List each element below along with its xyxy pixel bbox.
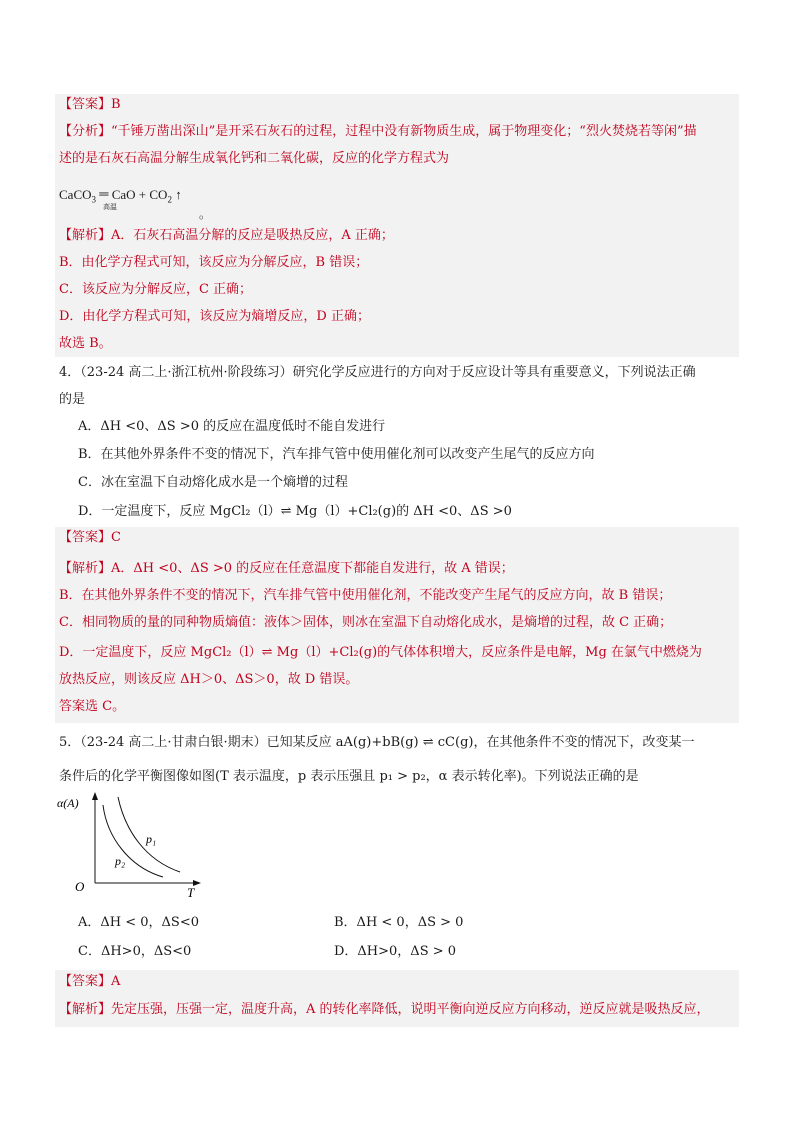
q4-option-a: A．ΔH <0、ΔS >0 的反应在温度低时不能自发进行 bbox=[78, 419, 386, 434]
exp-text: 先定压强，压强一定，温度升高，A 的转化率降低，说明平衡向逆反应方向移动，逆反应就是吸热反应， bbox=[111, 1002, 710, 1017]
exp-text: A．ΔH <0、ΔS >0 的反应在任意温度下都能自发进行，故 A 错误； bbox=[111, 561, 514, 576]
graph-origin-label: O bbox=[75, 879, 85, 894]
q5-option-b: B．ΔH < 0，ΔS > 0 bbox=[334, 915, 464, 930]
q5-exp-line-1 bbox=[59, 1001, 710, 1019]
q3-equation bbox=[59, 186, 212, 221]
eq-condition: 高温 bbox=[103, 203, 117, 211]
q3-exp-end: 故选 B。 bbox=[59, 336, 112, 351]
q3-analysis-line-2: 述的是石灰石高温分解生成氧化钙和二氧化碳，反应的化学方程式为 bbox=[59, 151, 450, 166]
q4-stem-line-2: 的是 bbox=[59, 392, 86, 407]
q4-option-c: C．冰在室温下自动熔化成水是一个熵增的过程 bbox=[78, 475, 348, 490]
q3-answer: 【答案】B bbox=[59, 97, 121, 112]
q5-option-a: A．ΔH < 0，ΔS<0 bbox=[78, 915, 199, 930]
q5-graph bbox=[55, 775, 215, 900]
eq-left: CaCO bbox=[59, 187, 92, 202]
eq-right-sub: 2 bbox=[167, 194, 172, 205]
q4-exp-c: C．相同物质的量的同种物质熵值：液体＞固体，则冰在室温下自动熔化成水，是熵增的过程，故 C 正确； bbox=[59, 615, 673, 630]
q5-option-c: C．ΔH>0，ΔS<0 bbox=[78, 944, 192, 959]
analysis-tag: 【分析】 bbox=[59, 124, 112, 139]
q3-analysis-line-1 bbox=[59, 123, 697, 141]
q5-stem-line-2: 条件后的化学平衡图像如图(T 表示温度，p 表示压强且 p₁ > p₂，α 表示转化率)。下列说法正确的是 bbox=[59, 769, 639, 784]
exp-text: A．石灰石高温分解的反应是吸热反应，A 正确； bbox=[111, 228, 394, 243]
q4-exp-d1: D．一定温度下，反应 MgCl₂（l）⇌ Mg（l）+Cl₂(g)的气体体积增大，反应条件是电解，Mg 在氯气中燃烧为 bbox=[59, 645, 702, 660]
q3-exp-c: C．该反应为分解反应，C 正确； bbox=[59, 282, 253, 297]
eq-right: CaO + CO bbox=[111, 187, 168, 202]
exp-tag: 【解析】 bbox=[59, 228, 112, 243]
q3-exp-a bbox=[59, 227, 394, 245]
q5-stem-line-1: 5．（23-24 高二上·甘肃白银·期末）已知某反应 aA(g)+bB(g) ⇌ cC(g)，在其他条件不变的情况下，改变某一 bbox=[59, 735, 695, 750]
q5-answer: 【答案】A bbox=[59, 974, 121, 989]
q5-option-d: D．ΔH>0，ΔS > 0 bbox=[334, 944, 457, 959]
analysis-text: “千锤万凿出深山”是开采石灰石的过程，过程中没有新物质生成，属于物理变化；“烈火焚烧若等闲”描 bbox=[111, 124, 697, 139]
graph-p1-label: p₁ bbox=[146, 832, 157, 846]
eq-equals: ═ bbox=[99, 186, 109, 201]
graph-y-arrow bbox=[92, 792, 98, 800]
gas-arrow-icon: ↑ bbox=[175, 187, 182, 202]
exp-tag: 【解析】 bbox=[59, 1002, 112, 1017]
q4-exp-a bbox=[59, 560, 514, 578]
q4-exp-d2: 放热反应，则该反应 ΔH＞0、ΔS＞0，故 D 错误。 bbox=[59, 672, 359, 687]
graph-p2-label: p₂ bbox=[115, 854, 126, 868]
q3-exp-d: D．由化学方程式可知，该反应为熵增反应，D 正确； bbox=[59, 309, 370, 324]
q4-exp-end: 答案选 C。 bbox=[59, 699, 126, 714]
q4-answer: 【答案】C bbox=[59, 530, 121, 545]
graph-x-label: T bbox=[187, 885, 195, 900]
q4-option-d: D．一定温度下，反应 MgCl₂（l）⇌ Mg（l）+Cl₂(g)的 ΔH <0、ΔS >0 bbox=[78, 504, 512, 519]
q4-exp-b: B．在其他外界条件不变的情况下，汽车排气管中使用催化剂，不能改变产生尾气的反应方向，故 B 错误； bbox=[59, 588, 672, 603]
graph-y-label: α(A) bbox=[57, 796, 79, 810]
eq-end: 。 bbox=[199, 207, 212, 221]
q3-exp-b: B．由化学方程式可知，该反应为分解反应，B 错误； bbox=[59, 255, 369, 270]
eq-left-sub: 3 bbox=[91, 194, 96, 205]
q4-stem-line-1: 4．（23-24 高二上·浙江杭州·阶段练习）研究化学反应进行的方向对于反应设计等具有重要意义，下列说法正确 bbox=[59, 365, 696, 380]
exp-tag: 【解析】 bbox=[59, 561, 112, 576]
q4-option-b: B．在其他外界条件不变的情况下，汽车排气管中使用催化剂可以改变产生尾气的反应方向 bbox=[78, 447, 595, 462]
